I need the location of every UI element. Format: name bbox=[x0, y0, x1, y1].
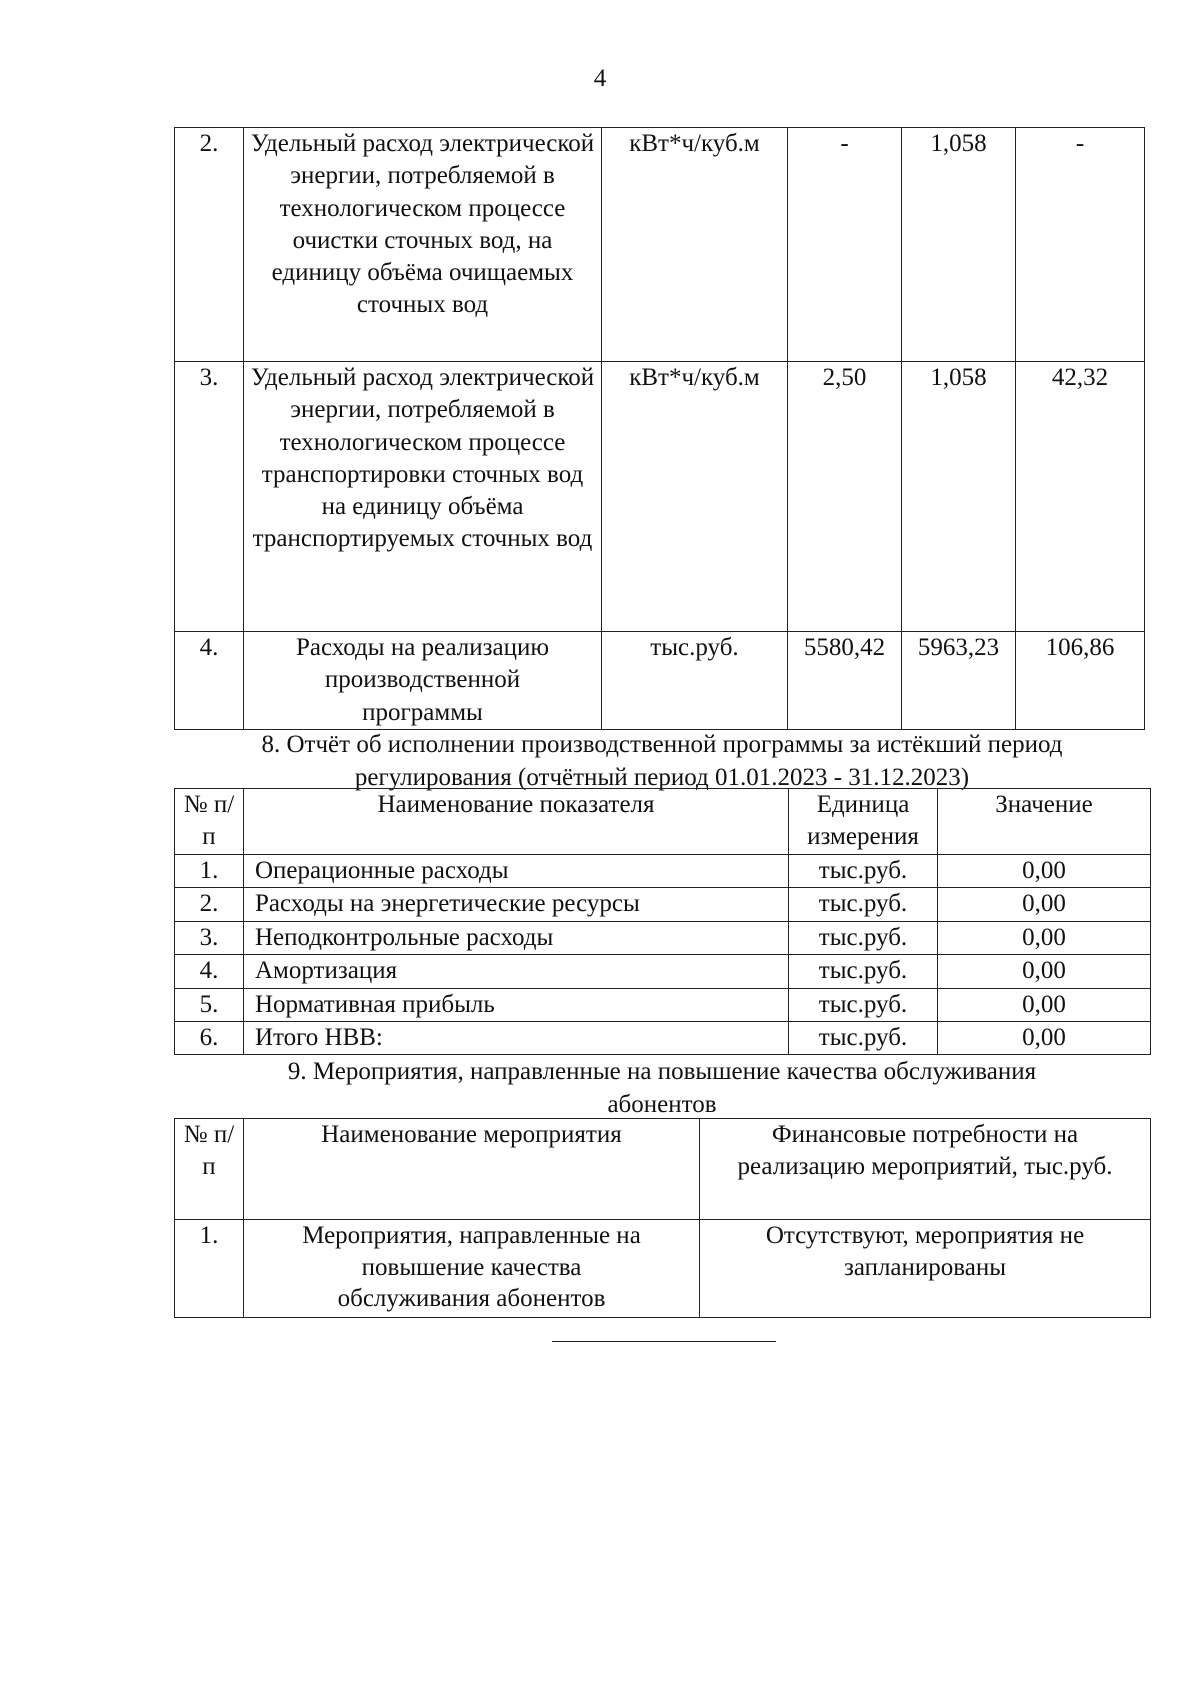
fact-value: 1,058 bbox=[902, 128, 1016, 362]
header-finance: Финансовые потребности на реализацию мероприятий, тыс.руб. bbox=[700, 1119, 1151, 1220]
row-number: 1. bbox=[175, 1220, 244, 1318]
value-cell: 0,00 bbox=[938, 1022, 1151, 1055]
page-number: 4 bbox=[593, 65, 607, 92]
indicator-name: Амортизация bbox=[244, 955, 789, 988]
unit-cell: кВт*ч/куб.м bbox=[602, 128, 788, 362]
table-row bbox=[175, 988, 1151, 1021]
table-header-row bbox=[175, 789, 1151, 855]
measure-name: Мероприятия, направленные на повышение качества обслуживания абонентов bbox=[244, 1220, 700, 1318]
row-number: 2. bbox=[175, 128, 244, 362]
plan-value: 2,50 bbox=[788, 362, 902, 632]
header-num: № п/п bbox=[175, 1119, 244, 1220]
row-number: 4. bbox=[175, 955, 244, 988]
header-value: Значение bbox=[938, 789, 1151, 855]
unit-cell: тыс.руб. bbox=[789, 988, 938, 1021]
row-number: 3. bbox=[175, 362, 244, 632]
finance-cell: Отсутствуют, мероприятия не запланированы bbox=[700, 1220, 1151, 1318]
plan-value: 5580,42 bbox=[788, 632, 902, 730]
header-indicator: Наименование показателя bbox=[244, 789, 789, 855]
value-cell: 0,00 bbox=[938, 855, 1151, 888]
table-row bbox=[175, 955, 1151, 988]
indicator-name: Удельный расход электрической энергии, потребляемой в технологическом процессе очистки сточных вод, на единицу объёма очищаемых сточных вод bbox=[244, 128, 602, 362]
row-number: 3. bbox=[175, 921, 244, 954]
indicator-name: Операционные расходы bbox=[244, 855, 789, 888]
header-num: № п/п bbox=[175, 789, 244, 855]
section-9-heading: 9. Мероприятия, направленные на повышение качества обслуживания абонентов bbox=[287, 1058, 1037, 1118]
table-header-row bbox=[175, 1119, 1151, 1220]
indicators-table-continued bbox=[174, 127, 1145, 730]
unit-cell: тыс.руб. bbox=[602, 632, 788, 730]
table-row bbox=[175, 1022, 1151, 1055]
fact-value: 1,058 bbox=[902, 362, 1016, 632]
row-number: 5. bbox=[175, 988, 244, 1021]
indicator-name: Неподконтрольные расходы bbox=[244, 921, 789, 954]
percent-value: 106,86 bbox=[1016, 632, 1145, 730]
table-row bbox=[175, 128, 1145, 362]
table-row bbox=[175, 888, 1151, 921]
unit-cell: тыс.руб. bbox=[789, 1022, 938, 1055]
header-unit: Единица измерения bbox=[789, 789, 938, 855]
row-number: 1. bbox=[175, 855, 244, 888]
header-measure: Наименование мероприятия bbox=[244, 1119, 700, 1220]
value-cell: 0,00 bbox=[938, 921, 1151, 954]
percent-value: 42,32 bbox=[1016, 362, 1145, 632]
value-cell: 0,00 bbox=[938, 988, 1151, 1021]
unit-cell: тыс.руб. bbox=[789, 955, 938, 988]
unit-cell: тыс.руб. bbox=[789, 855, 938, 888]
row-number: 6. bbox=[175, 1022, 244, 1055]
customer-service-measures-table bbox=[174, 1118, 1151, 1318]
section-8-heading: 8. Отчёт об исполнении производственной программы за истёкший период регулирования (отчётный период 01.01.2023 - 31.12.2023) bbox=[261, 731, 1063, 791]
value-cell: 0,00 bbox=[938, 955, 1151, 988]
table-row bbox=[175, 855, 1151, 888]
indicator-name: Нормативная прибыль bbox=[244, 988, 789, 1021]
row-number: 2. bbox=[175, 888, 244, 921]
table-row bbox=[175, 921, 1151, 954]
table-row bbox=[175, 1220, 1151, 1318]
closing-rule bbox=[552, 1341, 776, 1342]
indicator-name: Итого НВВ: bbox=[244, 1022, 789, 1055]
table-row bbox=[175, 362, 1145, 632]
percent-value: - bbox=[1016, 128, 1145, 362]
table-row bbox=[175, 632, 1145, 730]
indicator-name: Расходы на энергетические ресурсы bbox=[244, 888, 789, 921]
row-number: 4. bbox=[175, 632, 244, 730]
unit-cell: кВт*ч/куб.м bbox=[602, 362, 788, 632]
unit-cell: тыс.руб. bbox=[789, 921, 938, 954]
value-cell: 0,00 bbox=[938, 888, 1151, 921]
unit-cell: тыс.руб. bbox=[789, 888, 938, 921]
indicator-name: Расходы на реализацию производственной программы bbox=[244, 632, 602, 730]
indicator-name: Удельный расход электрической энергии, потребляемой в технологическом процессе транспортировки сточных вод на единицу объёма транспортируемых сточных вод bbox=[244, 362, 602, 632]
production-program-report-table bbox=[174, 788, 1151, 1055]
plan-value: - bbox=[788, 128, 902, 362]
fact-value: 5963,23 bbox=[902, 632, 1016, 730]
